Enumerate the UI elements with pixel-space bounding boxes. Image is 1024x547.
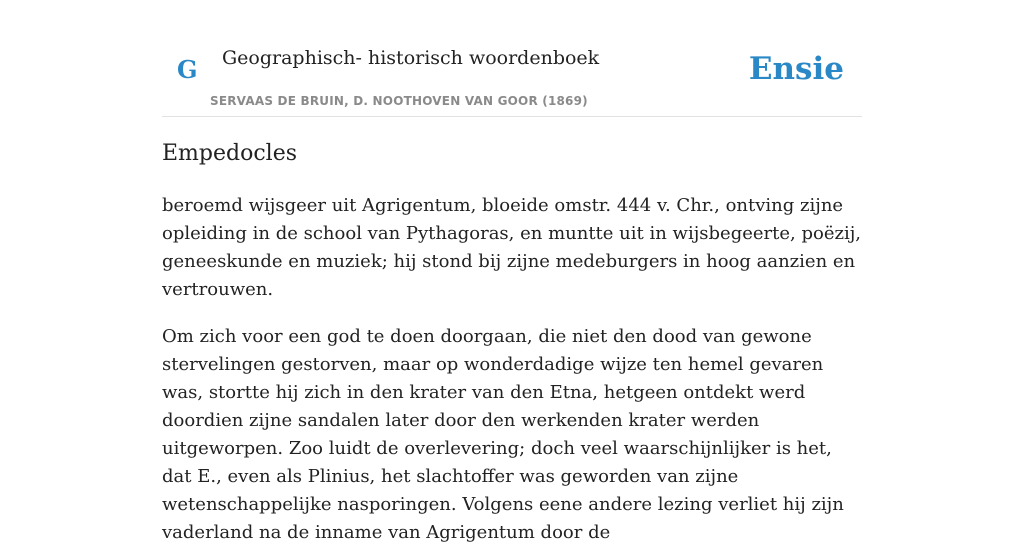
article-paragraph: Om zich voor een god te doen doorgaan, die niet den dood van gewone stervelingen gestorven, maar op wonderdadige wijze ten hemel gevaren was, stortte hij zich in den krater van den Etna, hetgeen ontdekt werd doordien zijne sandalen later door den werkenden krater werden uitgeworpen. Zoo luidt de overlevering; doch veel waarschijnlijker is het, dat E., even als Plinius, het slachtoffer was geworden van zijne wetenschappelijke nasporingen. Volgens eene andere lezing verliet hij zijn vaderland na de inname van Agrigentum door de — [162, 326, 844, 543]
article-paragraph: beroemd wijsgeer uit Agrigentum, bloeide omstr. 444 v. Chr., ontving zijne opleiding in de school van Pythagoras, en muntte uit in wijsbegeerte, poëzij, geneeskunde en muziek; hij stond bij zijne medeburgers in hoog aanzien en vertrouwen. — [162, 195, 862, 300]
page-header — [162, 0, 862, 117]
article — [162, 138, 862, 547]
article-title: Empedocles — [162, 141, 298, 166]
book-logo-letter: G — [177, 55, 198, 84]
brand-logo-link[interactable]: Ensie — [748, 51, 844, 87]
book-title: Geographisch- historisch woordenboek — [222, 47, 600, 69]
book-authors: SERVAAS DE BRUIN, D. NOOTHOVEN VAN GOOR (1869) — [210, 94, 588, 108]
